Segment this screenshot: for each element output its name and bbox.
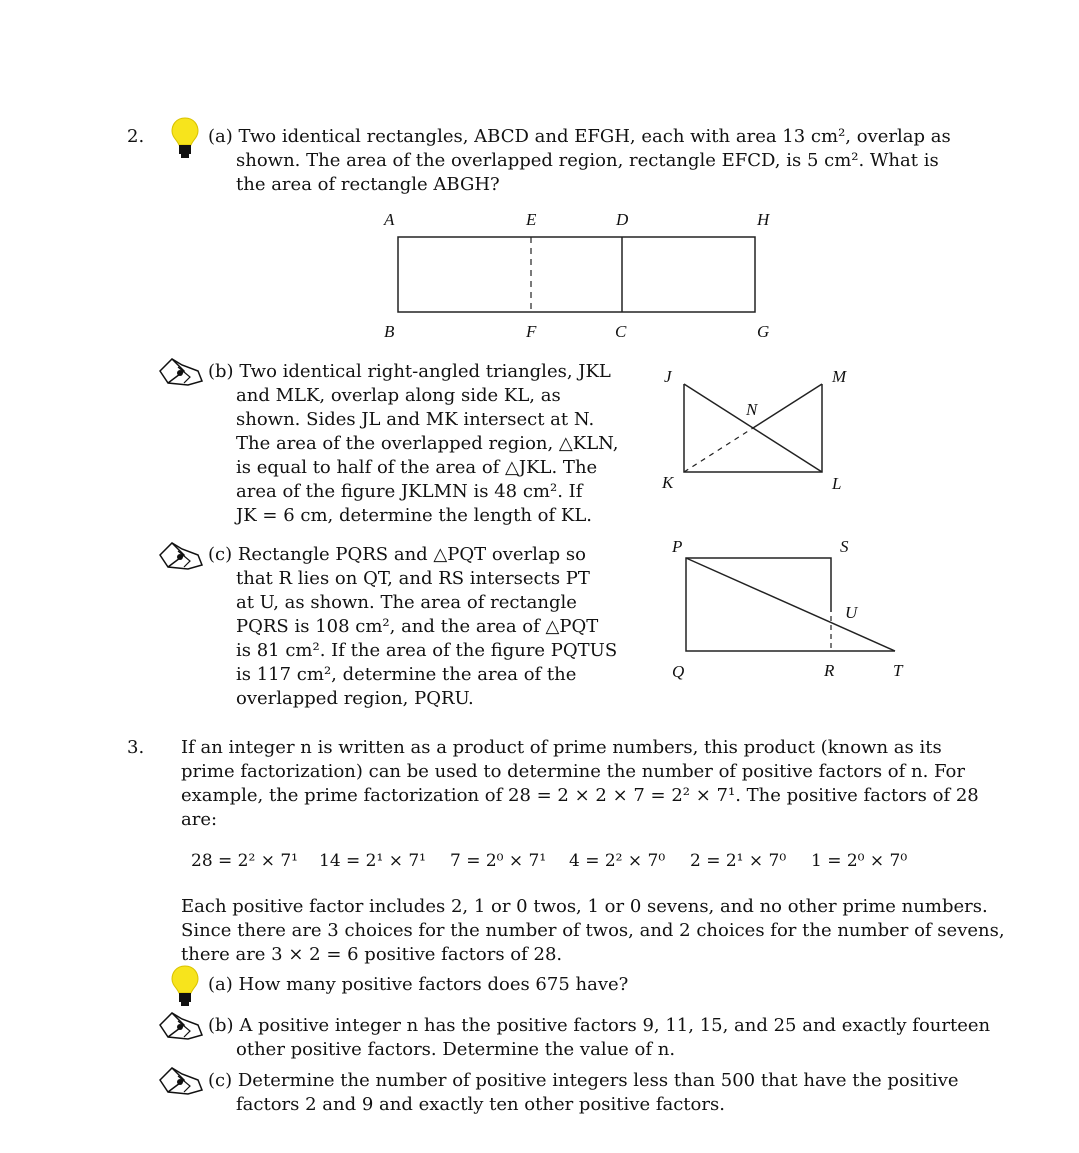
part-label: (b) (208, 1015, 234, 1036)
problem-3-line: example, the prime factorization of 28 = 2 × 2 × 7 = 2² × 7¹. The positive factors of 28 (181, 785, 979, 806)
problem-2c-line: is 117 cm², determine the area of the (236, 664, 577, 685)
label-L: L (832, 474, 842, 493)
problem-3-number: 3. (127, 737, 145, 758)
label-E: E (526, 210, 537, 229)
problem-3-line: there are 3 × 2 = 6 positive factors of 28. (181, 944, 563, 965)
label-U: U (845, 603, 858, 622)
part-label: (c) (208, 544, 233, 565)
part-label: (a) (208, 974, 233, 995)
factor-item: 28 = 2² × 7¹ (191, 851, 298, 871)
label-C: C (615, 322, 627, 341)
problem-2a-line: the area of rectangle ABGH? (236, 174, 500, 195)
problem-3a-line: How many positive factors does 675 have? (238, 974, 629, 995)
problem-3b-text (208, 1014, 991, 1062)
problem-3c-text (208, 1069, 959, 1117)
label-N: N (746, 400, 758, 419)
label-J: J (664, 367, 672, 386)
factor-item: 7 = 2⁰ × 7¹ (450, 851, 547, 871)
lightbulb-icon (170, 964, 200, 1008)
part-label: (c) (208, 1070, 233, 1091)
problem-3-explanation (181, 895, 1005, 967)
pencil-hand-icon (158, 1066, 204, 1096)
problem-2a-line: shown. The area of the overlapped region, rectangle EFCD, is 5 cm². What is (236, 150, 939, 171)
problem-2b-line: shown. Sides JL and MK intersect at N. (236, 409, 595, 430)
label-F: F (526, 322, 537, 341)
problem-3-line: Each positive factor includes 2, 1 or 0 twos, 1 or 0 sevens, and no other prime numbers. (181, 896, 988, 917)
factor-item: 1 = 2⁰ × 7⁰ (811, 851, 908, 871)
factor-item: 4 = 2² × 7⁰ (569, 851, 666, 871)
label-M: M (832, 367, 847, 386)
label-R: R (824, 661, 835, 680)
problem-3c-line: factors 2 and 9 and exactly ten other positive factors. (236, 1094, 725, 1115)
label-A: A (384, 210, 395, 229)
problem-2c-line: that R lies on QT, and RS intersects PT (236, 568, 590, 589)
label-G: G (757, 322, 770, 341)
label-Q: Q (672, 662, 685, 681)
problem-3-intro (181, 736, 979, 832)
problem-3a-text (208, 973, 628, 997)
problem-3-line: If an integer n is written as a product of prime numbers, this product (known as its (181, 737, 942, 758)
problem-2-number: 2. (127, 126, 145, 147)
problem-2b-line: Two identical right-angled triangles, JKL (239, 361, 611, 382)
label-S: S (840, 537, 849, 556)
problem-2c-line: Rectangle PQRS and △PQT overlap so (237, 544, 586, 565)
problem-2c-line: PQRS is 108 cm², and the area of △PQT (236, 616, 599, 637)
problem-3-line: are: (181, 809, 218, 830)
problem-2c-line: at U, as shown. The area of rectangle (236, 592, 577, 613)
problem-3b-line: A positive integer n has the positive factors 9, 11, 15, and 25 and exactly fourteen (239, 1015, 991, 1036)
label-T: T (893, 661, 903, 680)
label-B: B (384, 322, 395, 341)
problem-2c-line: is 81 cm². If the area of the figure PQTUS (236, 640, 618, 661)
label-H: H (757, 210, 770, 229)
problem-2b-line: The area of the overlapped region, △KLN, (236, 433, 619, 454)
label-K: K (662, 473, 674, 492)
problem-3-line: Since there are 3 choices for the number of twos, and 2 choices for the number of sevens, (181, 920, 1005, 941)
factor-item: 14 = 2¹ × 7¹ (319, 851, 426, 871)
problem-3c-line: Determine the number of positive integers less than 500 that have the positive (237, 1070, 959, 1091)
label-D: D (616, 210, 629, 229)
problem-3b-line: other positive factors. Determine the value of n. (236, 1039, 676, 1060)
pencil-hand-icon (158, 1011, 204, 1041)
factor-item: 2 = 2¹ × 7⁰ (690, 851, 787, 871)
problem-2b-line: is equal to half of the area of △JKL. The (236, 457, 598, 478)
problem-2b-line: and MLK, overlap along side KL, as (236, 385, 561, 406)
problem-2b-line: JK = 6 cm, determine the length of KL. (236, 505, 593, 526)
problem-3-line: prime factorization) can be used to determine the number of positive factors of n. For (181, 761, 965, 782)
problem-2a-line: Two identical rectangles, ABCD and EFGH, each with area 13 cm², overlap as (238, 126, 951, 147)
label-P: P (672, 537, 683, 556)
part-label: (b) (208, 361, 234, 382)
part-label: (a) (208, 126, 233, 147)
problem-2b-line: area of the figure JKLMN is 48 cm². If (236, 481, 583, 502)
problem-2c-line: overlapped region, PQRU. (236, 688, 474, 709)
